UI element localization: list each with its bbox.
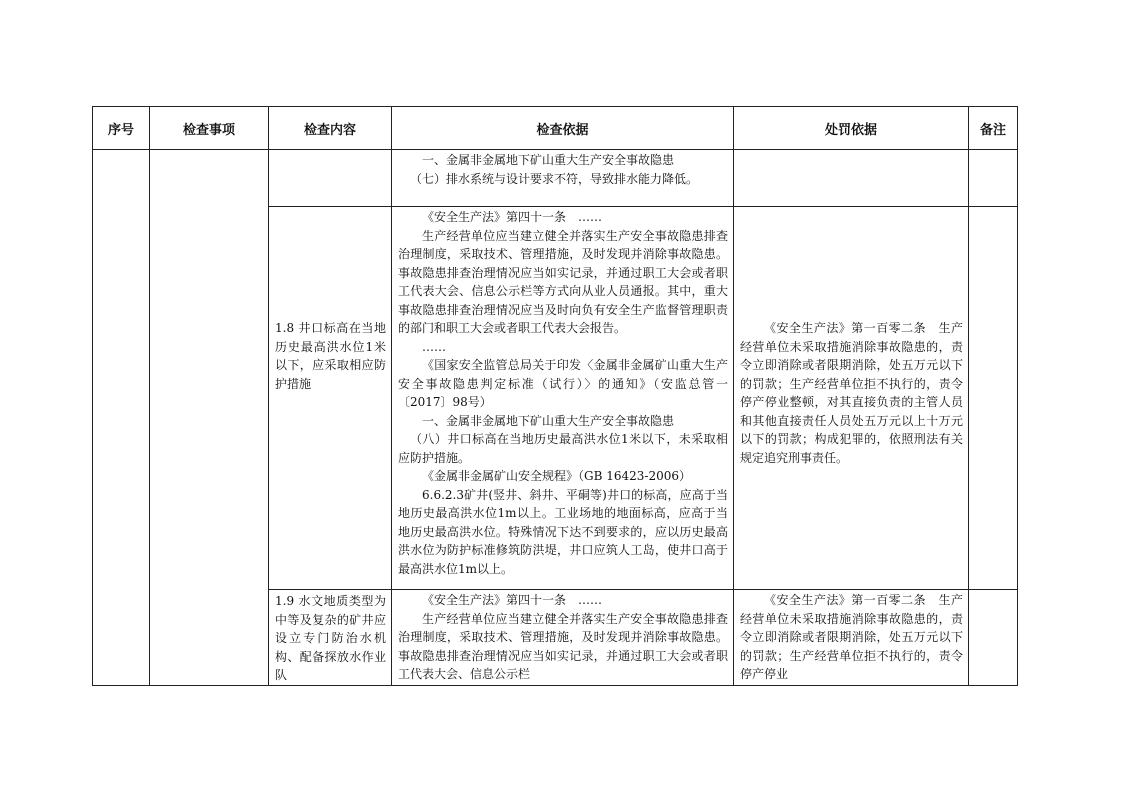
item-cell [150, 150, 269, 686]
table-row [93, 150, 1018, 207]
inspection-table [92, 106, 1018, 686]
remark-cell [969, 207, 1018, 590]
basis-cell [392, 207, 734, 590]
penalty-text: 《安全生产法》第一百零二条 生产经营单位未采取措施消除事故隐患的，责令立即消除或者限期消除，处五万元以下的罚款；生产经营单位拒不执行的，责令停产停业整顿，对其直接负责的主管人员和其他直接责任人员处五万元以上十万元以下的罚款；构成犯罪的，依照刑法有关规定追究刑事责任。 [740, 321, 963, 465]
content-cell [269, 207, 392, 590]
penalty-text: 《安全生产法》第一百零二条 生产经营单位未采取措施消除事故隐患的，责令立即消除或者限期消除，处五万元以下的罚款；生产经营单位拒不执行的，责令停产停业 [740, 593, 963, 681]
basis-line: 《安全生产法》第四十一条 …… [422, 593, 603, 607]
basis-line: 《国家安全监管总局关于印发〈金属非金属矿山重大生产安全事故隐患判定标准（试行）〉的通知》（安监总管一〔2017〕98号） [398, 358, 728, 409]
content-cell [269, 590, 392, 686]
remark-cell [969, 150, 1018, 207]
header-index: 序号 [93, 107, 150, 150]
basis-line: 《安全生产法》第四十一条 …… [422, 210, 603, 224]
penalty-cell [734, 590, 969, 686]
penalty-cell [734, 150, 969, 207]
basis-line: 6.6.2.3矿井(竖井、斜井、平硐等)井口的标高，应高于当地历史最高洪水位1m以上。工业场地的地面标高，应高于当地历史最高洪水位。特殊情况下达不到要求的，应以历史最高洪水位为防护标准修筑防洪堤，井口应筑人工岛，使井口高于最高洪水位1m以上。 [398, 487, 728, 576]
basis-line: …… [422, 339, 446, 354]
basis-line: 生产经营单位应当建立健全并落实生产安全事故隐患排查治理制度，采取技术、管理措施，及时发现并消除事故隐患。事故隐患排查治理情况应当如实记录，并通过职工大会或者职工代表大会、信息公示栏等方式向从业人员通报。其中，重大事故隐患排查治理情况应当及时向负有安全生产监督管理职责的部门和职工大会或者职工代表大会报告。 [398, 228, 728, 335]
basis-line: 《金属非金属矿山安全规程》（GB 16423-2006） [422, 469, 691, 483]
header-row [93, 107, 1018, 150]
basis-line: 一、金属非金属地下矿山重大生产安全事故隐患 [422, 413, 675, 428]
header-penalty: 处罚依据 [734, 107, 969, 150]
header-basis: 检查依据 [392, 107, 734, 150]
header-content: 检查内容 [269, 107, 392, 150]
basis-line: 一、金属非金属地下矿山重大生产安全事故隐患 [422, 153, 675, 167]
content-text: 1.8 井口标高在当地历史最高洪水位1米以下，应采取相应防护措施 [275, 321, 386, 391]
header-item: 检查事项 [150, 107, 269, 150]
content-cell [269, 150, 392, 207]
index-cell [93, 150, 150, 686]
basis-cell [392, 590, 734, 686]
content-text: 1.9 水文地质类型为中等及复杂的矿井应设立专门防治水机构、配备探放水作业队 [275, 594, 386, 682]
basis-line: （七）排水系统与设计要求不符，导致排水能力降低。 [410, 171, 699, 186]
remark-cell [969, 590, 1018, 686]
header-remark: 备注 [969, 107, 1018, 150]
basis-cell [392, 150, 734, 207]
basis-line: （八）井口标高在当地历史最高洪水位1米以下，未采取相应防护措施。 [398, 432, 728, 465]
basis-line: 生产经营单位应当建立健全并落实生产安全事故隐患排查治理制度，采取技术、管理措施，及时发现并消除事故隐患。事故隐患排查治理情况应当如实记录，并通过职工大会或者职工代表大会、信息公示栏 [398, 611, 728, 681]
penalty-cell [734, 207, 969, 590]
